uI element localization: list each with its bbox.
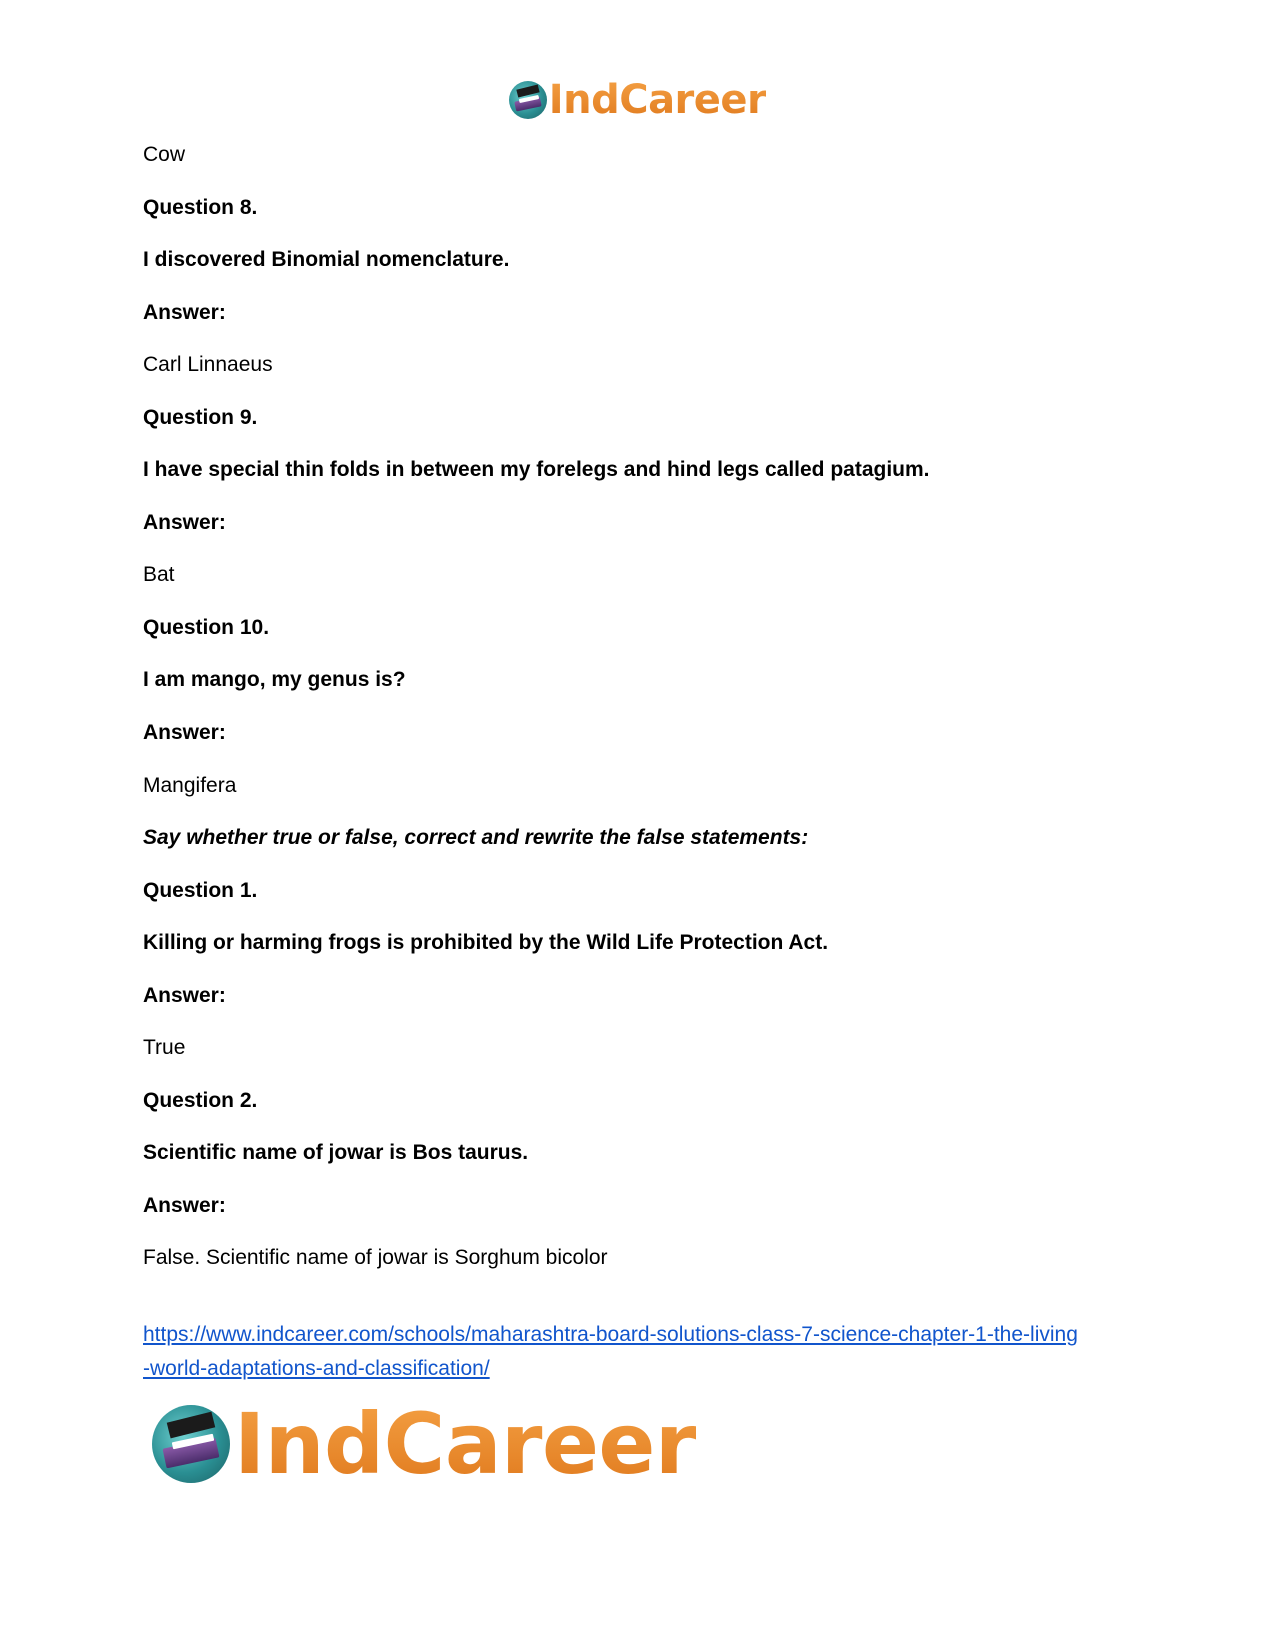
question-text: I discovered Binomial nomenclature. xyxy=(143,248,510,271)
logo-wordmark: IndCareer xyxy=(548,77,767,123)
question-text: Scientific name of jowar is Bos taurus. xyxy=(143,1141,529,1164)
answer-text: True xyxy=(143,1036,186,1059)
answer-label: Answer: xyxy=(143,1194,226,1217)
logo-wordmark: IndCareer xyxy=(234,1395,696,1493)
footer-logo xyxy=(152,1395,696,1493)
question-number: Question 9. xyxy=(143,406,258,429)
question-number: Question 1. xyxy=(143,879,258,902)
question-number: Question 8. xyxy=(143,196,258,219)
globe-book-icon xyxy=(152,1405,230,1483)
question-text: I am mango, my genus is? xyxy=(143,668,406,691)
globe-book-icon xyxy=(509,81,547,119)
answer-label: Answer: xyxy=(143,721,226,744)
section-heading: Say whether true or false, correct and rewrite the false statements: xyxy=(143,826,809,849)
answer-label: Answer: xyxy=(143,511,226,534)
answer-text: Carl Linnaeus xyxy=(143,353,273,376)
answer-text: Cow xyxy=(143,143,186,166)
answer-text: False. Scientific name of jowar is Sorghum bicolor xyxy=(143,1246,608,1269)
question-text: I have special thin folds in between my forelegs and hind legs called patagium. xyxy=(143,458,930,481)
question-number: Question 10. xyxy=(143,616,270,639)
header-logo xyxy=(0,78,1275,122)
question-number: Question 2. xyxy=(143,1089,258,1112)
answer-text: Mangifera xyxy=(143,774,237,797)
source-link-block xyxy=(143,1318,1083,1386)
indcareer-logo xyxy=(509,78,767,122)
question-text: Killing or harming frogs is prohibited by the Wild Life Protection Act. xyxy=(143,931,829,954)
source-link[interactable]: https://www.indcareer.com/schools/maharashtra-board-solutions-class-7-science-chapter-1-the-living-world-adaptations-and-classification/ xyxy=(143,1323,1078,1380)
answer-text: Bat xyxy=(143,563,175,586)
answer-label: Answer: xyxy=(143,301,226,324)
answer-label: Answer: xyxy=(143,984,226,1007)
